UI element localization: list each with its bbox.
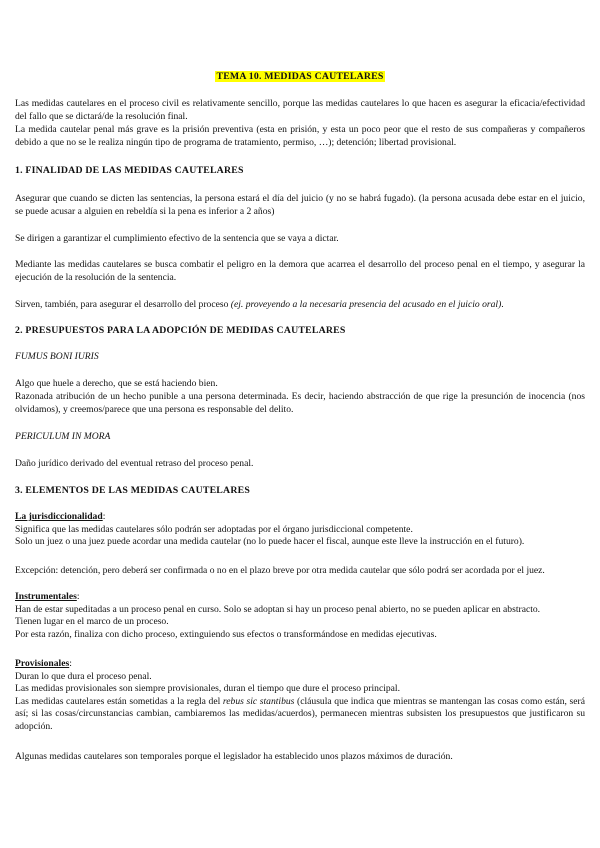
provisionales-label: Provisionales xyxy=(15,658,70,669)
section-3-heading: 3. ELEMENTOS DE LAS MEDIDAS CAUTELARES xyxy=(15,485,250,496)
rebus-text-a: Las medidas cautelares están sometidas a la regla del xyxy=(15,695,223,707)
rebus-italic: rebus sic stantibus xyxy=(222,695,295,707)
intro-paragraph-2: La medida cautelar penal más grave es la prisión preventiva (esta en prisión, y esta un poco peor que el resto de sus compañeras y compañeros debido a que no se le realiza ningún tipo de programa de tratamiento, permiso, …); detención; libertad provisional. xyxy=(15,124,585,148)
provisionales-line-2: Las medidas provisionales son siempre provisionales, duran el tiempo que dure el proceso principal. xyxy=(15,683,400,695)
excepcion-paragraph: Excepción: detención, pero deberá ser confirmada o no en el plazo breve por otra medida cautelar que sólo podrá ser acordada por el juez. xyxy=(15,565,545,576)
paragraph-4-end: . xyxy=(501,299,504,310)
provisionales-block: Provisionales: Duran lo que dura el proceso penal. Las medidas provisionales son siempre provisionales, duran el tiempo que dure el proceso principal. Las medidas cautelares están sometidas a la regla del rebus sic stantibus (cláusula que indica que mientras se mantengan las cosas como están, será así; si las cosas/circunstancias cambian, cambiaremos las medidas/acuerdos), permanecen mientras subsisten los presupuestos que justificaron su adopción. xyxy=(15,658,585,732)
jurisdiccionalidad-label: La jurisdiccionalidad xyxy=(15,511,103,522)
title-highlight: TEMA 10. MEDIDAS CAUTELARES xyxy=(216,71,384,82)
instrumentales-line-1: Han de estar supeditadas a un proceso penal en curso. Solo se adoptan si hay un proceso penal abierto, no se pueden aplicar en abstracto. xyxy=(15,603,541,615)
rebus-text-b: (cláusula que indica que mientras se mantengan las cosas como están, será así; si las cosas/circunstancias cambian, cambiaremos las medidas/acuerdos), permanecen mientras subsisten los presupuestos que justificaron su adopción. xyxy=(15,695,585,732)
instrumentales-line-3: Por esta razón, finaliza con dicho proceso, extinguiendo sus efectos o transformándose en medidas ejecutivas. xyxy=(15,628,437,640)
section-1-heading: 1. FINALIDAD DE LAS MEDIDAS CAUTELARES xyxy=(15,165,244,176)
periculum-label: PERICULUM IN MORA xyxy=(15,431,111,442)
section-1-paragraph-3: Mediante las medidas cautelares se busca combatir el peligro en la demora que acarrea el desarrollo del proceso penal en el tiempo, y asegurar la ejecución de la resolución de la sentencia. xyxy=(15,259,585,283)
section-1-paragraph-1: Asegurar que cuando se dicten las sentencias, la persona estará el día del juicio (y no se habrá fugado). (la persona acusada debe estar en el juicio, se puede acusar a alguien en rebeldía si la pena es inferior a 2 años) xyxy=(15,193,585,217)
section-1-paragraph-4 xyxy=(15,299,585,312)
section-2-heading: 2. PRESUPUESTOS PARA LA ADOPCIÓN DE MEDIDAS CAUTELARES xyxy=(15,325,346,336)
fumus-label: FUMUS BONI IURIS xyxy=(15,351,99,362)
paragraph-4-text: Sirven, también, para asegurar el desarrollo del proceso xyxy=(15,299,231,310)
jurisdiccionalidad-line-2: Solo un juez o una juez puede acordar una medida cautelar (no lo puede hacer el fiscal, aunque este lleve la instrucción en el futuro). xyxy=(15,536,525,548)
temporales-paragraph: Algunas medidas cautelares son temporales porque el legislador ha establecido unos plazos máximos de duración. xyxy=(15,751,453,762)
document-title xyxy=(0,71,600,84)
fumus-line-2: Razonada atribución de un hecho punible a una persona determinada. Es decir, haciendo abstracción de que rige la presunción de inocencia (nos olvidamos), y creemos/parece que una persona es responsable del delito. xyxy=(15,391,585,415)
provisionales-line-3 xyxy=(15,696,585,734)
intro-paragraph-1: Las medidas cautelares en el proceso civil es relativamente sencillo, porque las medidas cautelares lo que hacen es asegurar la eficacia/efectividad del fallo que se dictará/de la resolución final. xyxy=(15,98,585,122)
section-1-paragraph-2: Se dirigen a garantizar el cumplimiento efectivo de la sentencia que se vaya a dictar. xyxy=(15,233,339,244)
instrumentales-label: Instrumentales xyxy=(15,591,77,602)
paragraph-4-italic: (ej. proveyendo a la necesaria presencia del acusado en el juicio oral) xyxy=(230,299,502,310)
instrumentales-line-2: Tienen lugar en el marco de un proceso. xyxy=(15,616,169,628)
periculum-line-1: Daño jurídico derivado del eventual retraso del proceso penal. xyxy=(15,458,254,469)
fumus-line-1: Algo que huele a derecho, que se está haciendo bien. xyxy=(15,378,218,389)
jurisdiccionalidad-line-1: Significa que las medidas cautelares sólo podrán ser adoptadas por el órgano jurisdiccional competente. xyxy=(15,523,413,535)
instrumentales-block: Instrumentales: Han de estar supeditadas a un proceso penal en curso. Solo se adoptan si hay un proceso penal abierto, no se pueden aplicar en abstracto. Tienen lugar en el marco de un proceso. Por esta razón, finaliza con dicho proceso, extinguiendo sus efectos o transformándose en medidas ejecutivas. xyxy=(15,591,585,641)
jurisdiccionalidad-block: La jurisdiccionalidad: Significa que las medidas cautelares sólo podrán ser adoptadas por el órgano jurisdiccional competente. Solo un juez o una juez puede acordar una medida cautelar (no lo puede hacer el fiscal, aunque este lleve la instrucción en el futuro). xyxy=(15,511,585,549)
provisionales-line-1: Duran lo que dura el proceso penal. xyxy=(15,670,152,682)
